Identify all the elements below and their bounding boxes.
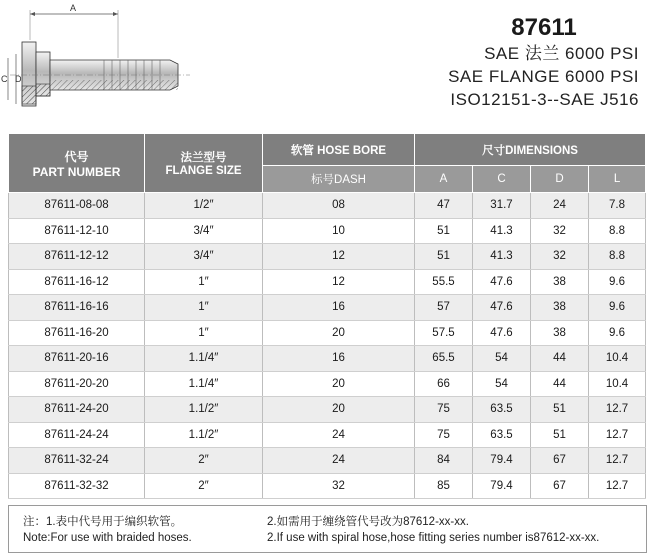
- cell-c: 79.4: [473, 448, 531, 474]
- cell-part-number: 87611-20-20: [9, 371, 145, 397]
- table-row: [9, 218, 646, 244]
- cell-part-number: 87611-20-16: [9, 346, 145, 372]
- cell-d: 51: [531, 422, 589, 448]
- table-row: [9, 346, 646, 372]
- spec-table: [8, 133, 646, 499]
- cell-a: 75: [415, 422, 473, 448]
- cell-l: 12.7: [589, 448, 646, 474]
- cell-d: 67: [531, 448, 589, 474]
- table-row: [9, 295, 646, 321]
- table-row: [9, 269, 646, 295]
- cell-d: 32: [531, 218, 589, 244]
- cell-dash: 24: [263, 422, 415, 448]
- table-row: [9, 422, 646, 448]
- cell-l: 9.6: [589, 320, 646, 346]
- table-row: [9, 473, 646, 499]
- cell-c: 54: [473, 346, 531, 372]
- cell-flange-size: 1/2″: [145, 193, 263, 219]
- header-hose-bore: 软管 HOSE BORE: [263, 134, 415, 166]
- header-line-1: SAE 法兰 6000 PSI: [484, 44, 639, 63]
- cell-dash: 24: [263, 448, 415, 474]
- cell-l: 7.8: [589, 193, 646, 219]
- cell-flange-size: 1.1/2″: [145, 422, 263, 448]
- cell-a: 57.5: [415, 320, 473, 346]
- cell-a: 65.5: [415, 346, 473, 372]
- cell-d: 44: [531, 346, 589, 372]
- table-row: [9, 371, 646, 397]
- cell-part-number: 87611-16-16: [9, 295, 145, 321]
- cell-dash: 20: [263, 397, 415, 423]
- header-line-3: ISO12151-3--SAE J516: [450, 90, 639, 109]
- cell-flange-size: 3/4″: [145, 244, 263, 270]
- cell-d: 51: [531, 397, 589, 423]
- notes-box: [8, 505, 647, 553]
- cell-d: 38: [531, 320, 589, 346]
- cell-c: 41.3: [473, 218, 531, 244]
- cell-flange-size: 2″: [145, 448, 263, 474]
- cell-l: 9.6: [589, 295, 646, 321]
- cell-l: 8.8: [589, 218, 646, 244]
- header-c: C: [473, 166, 531, 193]
- cell-part-number: 87611-24-24: [9, 422, 145, 448]
- cell-dash: 10: [263, 218, 415, 244]
- cell-c: 63.5: [473, 422, 531, 448]
- table-row: [9, 193, 646, 219]
- cell-a: 57: [415, 295, 473, 321]
- fitting-drawing: [0, 0, 200, 125]
- spec-table-body: [9, 193, 646, 499]
- cell-flange-size: 1.1/2″: [145, 397, 263, 423]
- table-row: [9, 448, 646, 474]
- table-row: [9, 397, 646, 423]
- cell-l: 12.7: [589, 397, 646, 423]
- cell-d: 24: [531, 193, 589, 219]
- header-dash: 标号DASH: [263, 166, 415, 193]
- cell-l: 10.4: [589, 346, 646, 372]
- cell-a: 55.5: [415, 269, 473, 295]
- cell-d: 38: [531, 269, 589, 295]
- cell-c: 54: [473, 371, 531, 397]
- cell-dash: 16: [263, 295, 415, 321]
- cell-l: 12.7: [589, 473, 646, 499]
- part-number-title: 87611: [511, 14, 577, 41]
- cell-l: 9.6: [589, 269, 646, 295]
- cell-d: 67: [531, 473, 589, 499]
- cell-l: 12.7: [589, 422, 646, 448]
- cell-l: 8.8: [589, 244, 646, 270]
- cell-a: 51: [415, 244, 473, 270]
- table-row: [9, 320, 646, 346]
- header-a: A: [415, 166, 473, 193]
- note-left: 注：1.表中代号用于编织软管。 Note:For use with braided hoses.: [23, 516, 192, 544]
- cell-dash: 16: [263, 346, 415, 372]
- cell-a: 84: [415, 448, 473, 474]
- cell-dash: 08: [263, 193, 415, 219]
- cell-part-number: 87611-08-08: [9, 193, 145, 219]
- header-d: D: [531, 166, 589, 193]
- dimension-d-label: D: [15, 74, 22, 84]
- cell-c: 79.4: [473, 473, 531, 499]
- cell-part-number: 87611-24-20: [9, 397, 145, 423]
- cell-d: 32: [531, 244, 589, 270]
- cell-part-number: 87611-16-12: [9, 269, 145, 295]
- note-right: 2.如需用于缠绕管代号改为87612-xx-xx. 2.If use with spiral hose,hose fitting series number is87612-xx-xx.: [267, 516, 600, 544]
- cell-dash: 12: [263, 244, 415, 270]
- cell-l: 10.4: [589, 371, 646, 397]
- header-part-number: 代号 PART NUMBER: [9, 134, 145, 193]
- cell-flange-size: 1.1/4″: [145, 371, 263, 397]
- header-l: L: [589, 166, 646, 193]
- cell-d: 38: [531, 295, 589, 321]
- table-row: [9, 244, 646, 270]
- cell-flange-size: 3/4″: [145, 218, 263, 244]
- cell-dash: 12: [263, 269, 415, 295]
- header-line-2: SAE FLANGE 6000 PSI: [448, 67, 639, 86]
- cell-c: 47.6: [473, 295, 531, 321]
- cell-dash: 20: [263, 320, 415, 346]
- cell-part-number: 87611-16-20: [9, 320, 145, 346]
- header-dimensions: 尺寸DIMENSIONS: [415, 134, 646, 166]
- cell-c: 47.6: [473, 269, 531, 295]
- cell-flange-size: 1.1/4″: [145, 346, 263, 372]
- cell-c: 63.5: [473, 397, 531, 423]
- cell-part-number: 87611-12-12: [9, 244, 145, 270]
- cell-dash: 20: [263, 371, 415, 397]
- cell-part-number: 87611-32-24: [9, 448, 145, 474]
- cell-a: 85: [415, 473, 473, 499]
- dimension-c-label: C: [1, 74, 8, 84]
- cell-a: 51: [415, 218, 473, 244]
- cell-c: 41.3: [473, 244, 531, 270]
- cell-flange-size: 1″: [145, 269, 263, 295]
- header-flange-size: 法兰型号 FLANGE SIZE: [145, 134, 263, 193]
- cell-dash: 32: [263, 473, 415, 499]
- cell-flange-size: 2″: [145, 473, 263, 499]
- cell-d: 44: [531, 371, 589, 397]
- dimension-a-label: A: [70, 3, 77, 13]
- cell-part-number: 87611-32-32: [9, 473, 145, 499]
- cell-flange-size: 1″: [145, 320, 263, 346]
- product-header: [379, 14, 639, 111]
- cell-flange-size: 1″: [145, 295, 263, 321]
- cell-c: 47.6: [473, 320, 531, 346]
- cell-a: 75: [415, 397, 473, 423]
- cell-part-number: 87611-12-10: [9, 218, 145, 244]
- cell-a: 47: [415, 193, 473, 219]
- cell-c: 31.7: [473, 193, 531, 219]
- cell-a: 66: [415, 371, 473, 397]
